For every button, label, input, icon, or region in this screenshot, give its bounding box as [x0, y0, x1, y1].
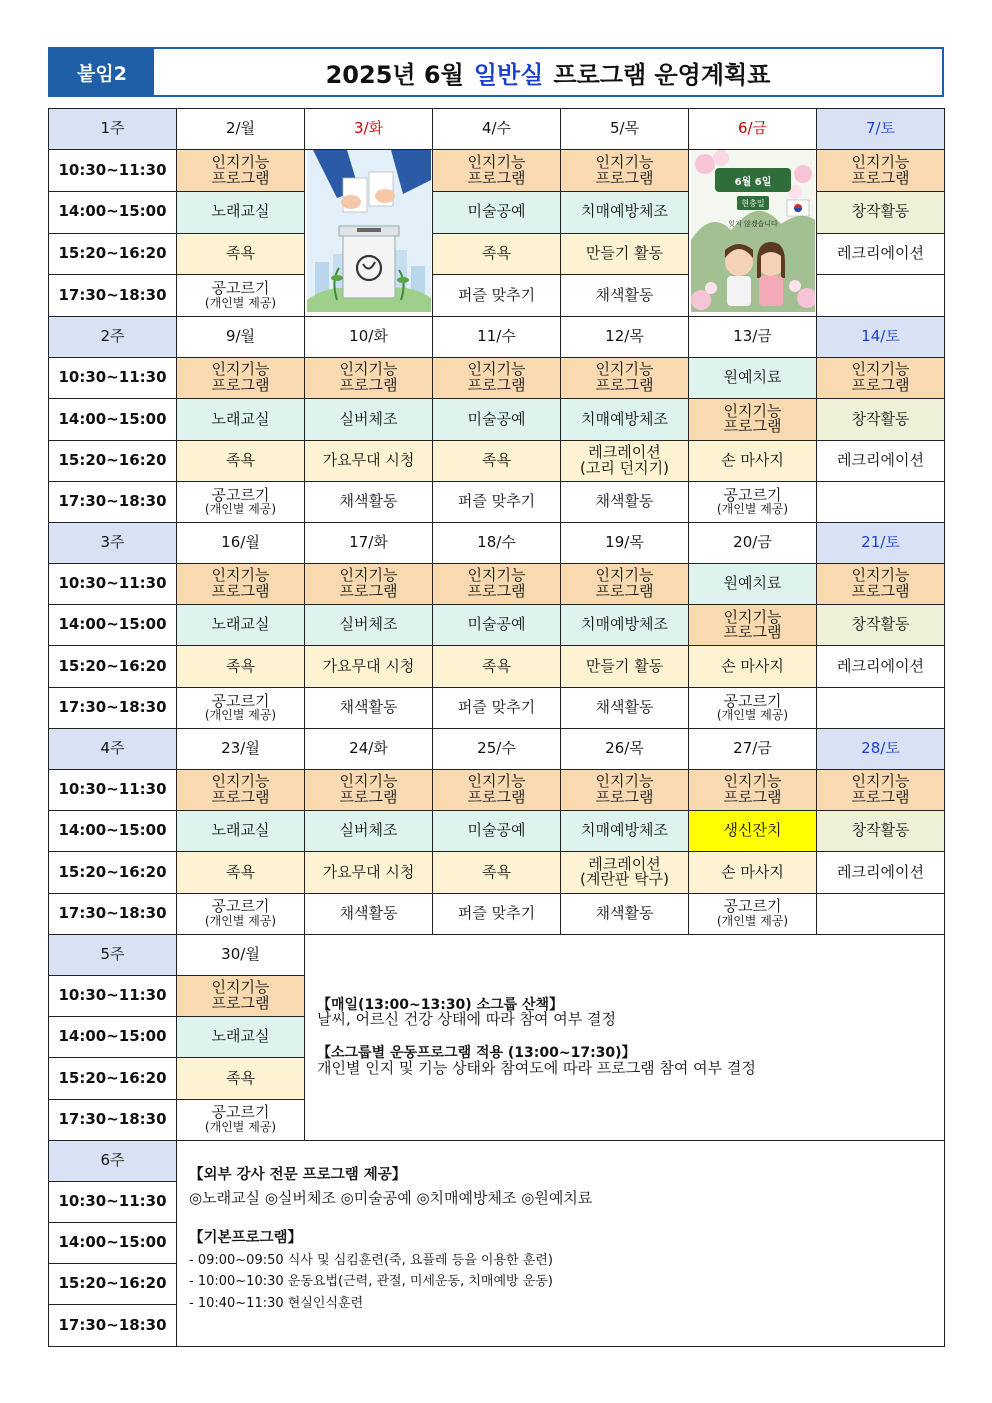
time-slot: 10:30~11:30: [49, 150, 177, 192]
program-cell: 채색활동: [561, 687, 689, 728]
program-cell: 족욕: [177, 233, 305, 275]
title-rest: 프로그램 운영계획표: [553, 60, 771, 89]
program-cell: 실버체조: [305, 605, 433, 646]
note-line: - 10:40~11:30 현실인식훈련: [189, 1296, 364, 1312]
document-header: [48, 47, 944, 97]
program-cell: 인지기능 프로그램: [561, 150, 689, 192]
time-slot: 14:00~15:00: [49, 1223, 177, 1264]
program-cell: 인지기능 프로그램: [689, 770, 817, 811]
program-cell: [817, 687, 945, 728]
svg-text:잊지 않겠습니다: 잊지 않겠습니다: [727, 220, 778, 229]
program-cell: 인지기능 프로그램: [561, 358, 689, 399]
svg-text:현충일: 현충일: [740, 199, 765, 209]
program-cell: 공고르기 (개인별 제공): [689, 481, 817, 522]
week-label: 6주: [49, 1140, 177, 1181]
table-row: [49, 893, 945, 934]
program-cell: 창작활동: [817, 811, 945, 852]
program-cell: 미술공예: [433, 191, 561, 233]
day-header: 12/목: [561, 316, 689, 357]
program-cell: 가요무대 시청: [305, 852, 433, 893]
title-room: 일반실: [473, 60, 544, 89]
program-cell: 인지기능 프로그램: [177, 564, 305, 605]
day-header: 3/화: [305, 109, 433, 150]
day-header: 25/수: [433, 728, 561, 769]
program-cell: 노래교실: [177, 605, 305, 646]
time-slot: 10:30~11:30: [49, 770, 177, 811]
table-row: [49, 440, 945, 481]
note-heading: 【매일(13:00~13:30) 소그룹 산책】: [317, 996, 564, 1013]
program-cell: 인지기능 프로그램: [561, 770, 689, 811]
program-cell: 인지기능 프로그램: [817, 150, 945, 192]
time-slot: 15:20~16:20: [49, 1264, 177, 1305]
program-cell: 족욕: [433, 440, 561, 481]
table-row: [49, 770, 945, 811]
program-cell: 공고르기 (개인별 제공): [177, 1099, 305, 1140]
day-header: 7/토: [817, 109, 945, 150]
time-slot: 15:20~16:20: [49, 1058, 177, 1099]
program-cell: [817, 275, 945, 317]
program-cell: 창작활동: [817, 605, 945, 646]
program-cell: 인지기능 프로그램: [305, 564, 433, 605]
table-row: [49, 358, 945, 399]
program-cell: 퍼즐 맞추기: [433, 687, 561, 728]
time-slot: 14:00~15:00: [49, 605, 177, 646]
week-header-row: [49, 934, 945, 975]
day-header: 9/월: [177, 316, 305, 357]
week-header-row: [49, 1140, 945, 1181]
time-slot: 10:30~11:30: [49, 1181, 177, 1222]
note-line: - 10:00~10:30 운동요법(근력, 관절, 미세운동, 치매예방 운동): [189, 1274, 553, 1290]
program-cell: 인지기능 프로그램: [433, 358, 561, 399]
day-header: 2/월: [177, 109, 305, 150]
day-header: 17/화: [305, 522, 433, 563]
program-cell: 채색활동: [305, 481, 433, 522]
program-cell: 노래교실: [177, 1017, 305, 1058]
ballot-box-icon: [307, 150, 431, 312]
program-cell: 레크리에이션: [817, 852, 945, 893]
program-cell: 인지기능 프로그램: [177, 975, 305, 1016]
svg-text:6월 6일: 6월 6일: [734, 177, 771, 189]
program-cell: 채색활동: [561, 893, 689, 934]
week-label: 3주: [49, 522, 177, 563]
program-cell: 미술공예: [433, 399, 561, 440]
day-header: 10/화: [305, 316, 433, 357]
program-cell: 원예치료: [689, 358, 817, 399]
time-slot: 17:30~18:30: [49, 275, 177, 317]
program-cell: 인지기능 프로그램: [177, 770, 305, 811]
week-header-row: [49, 522, 945, 563]
time-slot: 14:00~15:00: [49, 811, 177, 852]
program-cell: 원예치료: [689, 564, 817, 605]
vote-illustration: [305, 150, 433, 317]
program-cell: 공고르기 (개인별 제공): [689, 687, 817, 728]
time-slot: 14:00~15:00: [49, 1017, 177, 1058]
program-cell: 인지기능 프로그램: [817, 358, 945, 399]
week-label: 5주: [49, 934, 177, 975]
time-slot: 17:30~18:30: [49, 1099, 177, 1140]
program-cell: 족욕: [177, 646, 305, 687]
time-slot: 10:30~11:30: [49, 358, 177, 399]
program-cell: 인지기능 프로그램: [433, 770, 561, 811]
program-cell: 족욕: [177, 1058, 305, 1099]
program-cell: 손 마사지: [689, 440, 817, 481]
program-cell: 채색활동: [561, 275, 689, 317]
day-header: 23/월: [177, 728, 305, 769]
day-header: 20/금: [689, 522, 817, 563]
day-header: 28/토: [817, 728, 945, 769]
week-label: 2주: [49, 316, 177, 357]
day-header: 6/금: [689, 109, 817, 150]
day-header: 19/목: [561, 522, 689, 563]
daily-notes: [305, 934, 945, 1140]
program-cell: 공고르기 (개인별 제공): [177, 275, 305, 317]
program-cell: 공고르기 (개인별 제공): [177, 893, 305, 934]
time-slot: 17:30~18:30: [49, 1305, 177, 1346]
table-row: [49, 399, 945, 440]
time-slot: 15:20~16:20: [49, 852, 177, 893]
day-header: 18/수: [433, 522, 561, 563]
week-header-row: [49, 728, 945, 769]
day-header: 11/수: [433, 316, 561, 357]
program-cell: 족욕: [177, 440, 305, 481]
program-cell: 공고르기 (개인별 제공): [177, 481, 305, 522]
week-label: 4주: [49, 728, 177, 769]
note-line: - 09:00~09:50 식사 및 심킴훈련(죽, 요플레 등을 이용한 훈련): [189, 1252, 553, 1268]
table-row: [49, 852, 945, 893]
program-cell: [817, 893, 945, 934]
table-row: [49, 150, 945, 192]
time-slot: 10:30~11:30: [49, 564, 177, 605]
program-cell: 레크리에이션: [817, 646, 945, 687]
program-cell: 족욕: [433, 852, 561, 893]
program-cell: 치매예방체조: [561, 605, 689, 646]
program-cell: 미술공예: [433, 811, 561, 852]
time-slot: 17:30~18:30: [49, 687, 177, 728]
program-cell: 만들기 활동: [561, 646, 689, 687]
program-cell: 인지기능 프로그램: [689, 399, 817, 440]
note-text: 개인별 인지 및 기능 상태와 참여도에 따라 프로그램 참여 여부 결정: [317, 1058, 756, 1077]
program-cell: 인지기능 프로그램: [561, 564, 689, 605]
program-cell: 공고르기 (개인별 제공): [689, 893, 817, 934]
table-row: [49, 605, 945, 646]
note-text: 날씨, 어르신 건강 상태에 따라 참여 여부 결정: [317, 1010, 616, 1029]
week-label: 1주: [49, 109, 177, 150]
program-cell: 가요무대 시청: [305, 440, 433, 481]
program-cell: 인지기능 프로그램: [433, 564, 561, 605]
day-header: 21/토: [817, 522, 945, 563]
program-cell: 노래교실: [177, 811, 305, 852]
day-header: 27/금: [689, 728, 817, 769]
day-header: 14/토: [817, 316, 945, 357]
program-notes: [177, 1140, 945, 1346]
program-cell: 실버체조: [305, 811, 433, 852]
program-cell: 족욕: [433, 646, 561, 687]
program-cell: 공고르기 (개인별 제공): [177, 687, 305, 728]
program-cell: 레크레이션 (고리 던지기): [561, 440, 689, 481]
program-cell: 레크리에이션: [817, 440, 945, 481]
program-cell: [817, 481, 945, 522]
program-cell: 노래교실: [177, 399, 305, 440]
time-slot: 17:30~18:30: [49, 481, 177, 522]
table-row: [49, 564, 945, 605]
day-header: 4/수: [433, 109, 561, 150]
note-heading: 【소그룹별 운동프로그램 적용 (13:00~17:30)】: [317, 1045, 636, 1062]
time-slot: 15:20~16:20: [49, 646, 177, 687]
title-date: 2025년 6월: [325, 60, 464, 89]
program-cell: 가요무대 시청: [305, 646, 433, 687]
program-cell: 인지기능 프로그램: [689, 605, 817, 646]
table-row: [49, 481, 945, 522]
program-cell: 창작활동: [817, 191, 945, 233]
day-header: 30/월: [177, 934, 305, 975]
program-cell: 손 마사지: [689, 852, 817, 893]
time-slot: 15:20~16:20: [49, 440, 177, 481]
day-header: 26/목: [561, 728, 689, 769]
program-cell: 손 마사지: [689, 646, 817, 687]
table-row: [49, 811, 945, 852]
program-cell: 채색활동: [305, 893, 433, 934]
program-cell: 채색활동: [305, 687, 433, 728]
program-cell: 인지기능 프로그램: [305, 358, 433, 399]
note-heading: 【외부 강사 전문 프로그램 제공】: [189, 1166, 407, 1183]
table-row: [49, 646, 945, 687]
program-cell: 채색활동: [561, 481, 689, 522]
program-cell: 노래교실: [177, 191, 305, 233]
document-title: [154, 49, 942, 95]
day-header: 13/금: [689, 316, 817, 357]
day-header: 24/화: [305, 728, 433, 769]
note-text: ◎노래교실 ◎실버체조 ◎미술공예 ◎치매예방체조 ◎원예치료: [189, 1188, 593, 1207]
program-cell: 치매예방체조: [561, 191, 689, 233]
program-cell: 치매예방체조: [561, 399, 689, 440]
program-cell: 족욕: [177, 852, 305, 893]
note-heading: 【기본프로그램】: [189, 1229, 303, 1246]
program-cell: 인지기능 프로그램: [433, 150, 561, 192]
time-slot: 14:00~15:00: [49, 191, 177, 233]
program-cell: 인지기능 프로그램: [177, 150, 305, 192]
program-cell: 실버체조: [305, 399, 433, 440]
program-cell: 퍼즐 맞추기: [433, 481, 561, 522]
time-slot: 10:30~11:30: [49, 975, 177, 1016]
program-cell: 퍼즐 맞추기: [433, 275, 561, 317]
program-cell: 미술공예: [433, 605, 561, 646]
program-cell: 창작활동: [817, 399, 945, 440]
program-cell: 레크레이션 (계란판 탁구): [561, 852, 689, 893]
birthday-cell: 생신잔치: [689, 811, 817, 852]
memorial-day-icon: [691, 150, 815, 312]
day-header: 5/목: [561, 109, 689, 150]
time-slot: 15:20~16:20: [49, 233, 177, 275]
program-cell: 인지기능 프로그램: [817, 564, 945, 605]
program-cell: 만들기 활동: [561, 233, 689, 275]
time-slot: 14:00~15:00: [49, 399, 177, 440]
program-cell: 퍼즐 맞추기: [433, 893, 561, 934]
schedule-table: [48, 108, 945, 1347]
program-cell: 인지기능 프로그램: [177, 358, 305, 399]
program-cell: 인지기능 프로그램: [305, 770, 433, 811]
day-header: 16/월: [177, 522, 305, 563]
attachment-badge: 붙임2: [50, 49, 154, 95]
week-header-row: [49, 109, 945, 150]
program-cell: 치매예방체조: [561, 811, 689, 852]
program-cell: 족욕: [433, 233, 561, 275]
table-row: [49, 687, 945, 728]
program-cell: 인지기능 프로그램: [817, 770, 945, 811]
memorial-day-illustration: [689, 150, 817, 317]
program-cell: 레크리에이션: [817, 233, 945, 275]
time-slot: 17:30~18:30: [49, 893, 177, 934]
week-header-row: [49, 316, 945, 357]
